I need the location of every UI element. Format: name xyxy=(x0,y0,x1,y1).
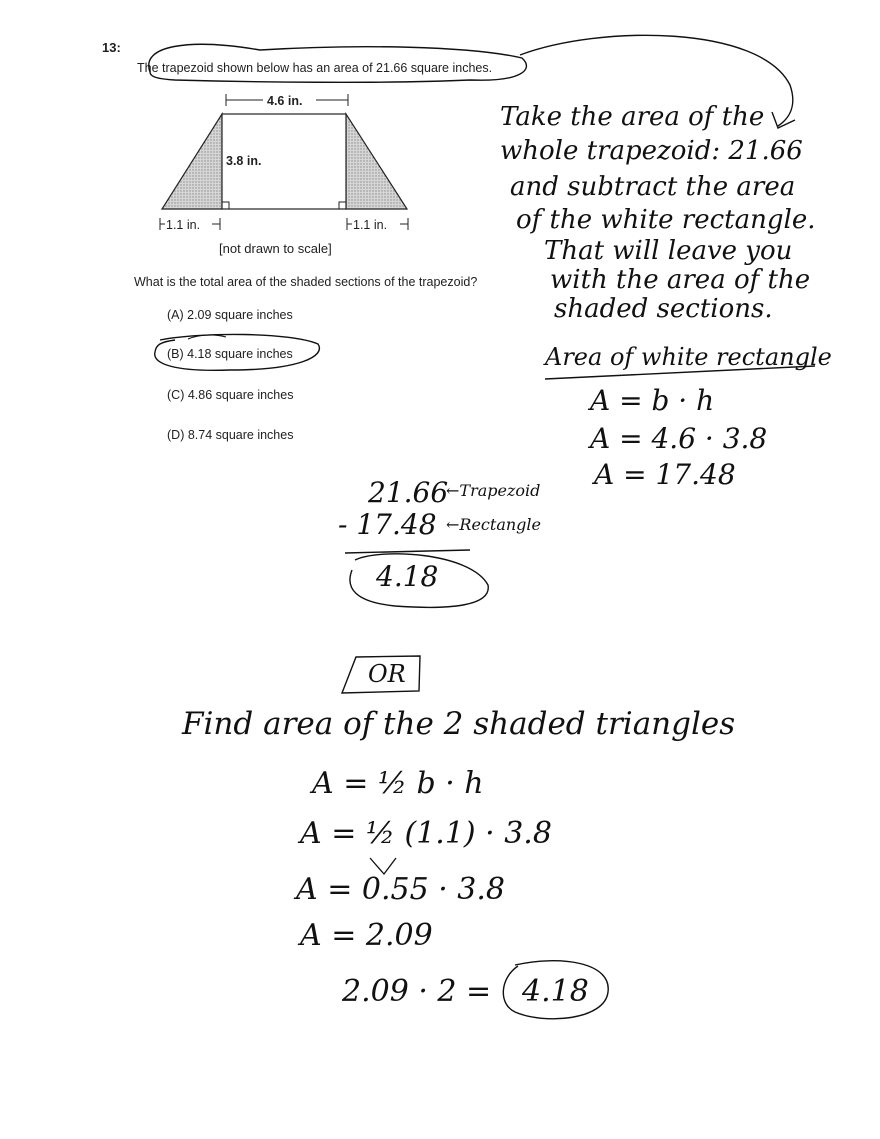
choice-b[interactable]: (B) 4.18 square inches xyxy=(167,347,293,361)
intro-line-3: and subtract the area xyxy=(510,172,796,202)
final-line: 2.09 · 2 = xyxy=(342,974,492,1009)
figure-caption: [not drawn to scale] xyxy=(219,241,332,256)
choice-c[interactable]: (C) 4.86 square inches xyxy=(167,388,294,402)
height-label: 3.8 in. xyxy=(226,154,262,168)
pointer-arrow-head xyxy=(772,112,795,128)
tri-heading: Find area of the 2 shaded triangles xyxy=(182,706,736,742)
rect-work-2: A = 4.6 · 3.8 xyxy=(590,422,768,455)
intro-line-6: with the area of the xyxy=(550,265,811,295)
rect-work-3: A = 17.48 xyxy=(594,458,736,491)
question-number: 13: xyxy=(102,40,121,55)
tri-work-4: A = 2.09 xyxy=(300,918,433,953)
subtraction-result: 4.18 xyxy=(376,560,439,593)
intro-line-4: of the white rectangle. xyxy=(516,205,816,235)
subtraction-note-1: ←Trapezoid xyxy=(446,481,541,500)
choice-b-tick xyxy=(188,335,226,339)
shaded-left-triangle xyxy=(162,114,222,209)
subtraction-bar xyxy=(345,550,470,553)
question-prompt: What is the total area of the shaded sections of the trapezoid? xyxy=(134,275,478,289)
intro-line-2: whole trapezoid: 21.66 xyxy=(500,136,803,166)
choice-d[interactable]: (D) 8.74 square inches xyxy=(167,428,294,442)
trapezoid-figure xyxy=(150,88,420,258)
or-label: OR xyxy=(368,660,406,688)
rect-work-1: A = b · h xyxy=(590,384,715,417)
right-base-label: 1.1 in. xyxy=(353,218,388,232)
tri-work-2: A = ½ (1.1) · 3.8 xyxy=(300,816,552,851)
shaded-right-triangle xyxy=(346,114,407,209)
final-answer: 4.18 xyxy=(522,974,589,1009)
subtraction-note-2: ←Rectangle xyxy=(446,515,541,534)
tri-work-3: A = 0.55 · 3.8 xyxy=(296,872,505,907)
left-base-label: 1.1 in. xyxy=(166,218,201,232)
intro-line-7: shaded sections. xyxy=(554,294,773,324)
choice-a[interactable]: (A) 2.09 square inches xyxy=(167,308,293,322)
rect-heading: Area of white rectangle xyxy=(545,343,832,371)
subtraction-line-1: 21.66 xyxy=(368,476,449,509)
intro-line-5: That will leave you xyxy=(544,236,793,266)
question-stem: The trapezoid shown below has an area of 21.66 square inches. xyxy=(137,61,493,75)
tri-work-1: A = ½ b · h xyxy=(312,766,484,801)
top-label: 4.6 in. xyxy=(267,94,303,108)
subtraction-line-2: - 17.48 xyxy=(338,508,437,541)
intro-line-1: Take the area of the xyxy=(500,102,765,132)
